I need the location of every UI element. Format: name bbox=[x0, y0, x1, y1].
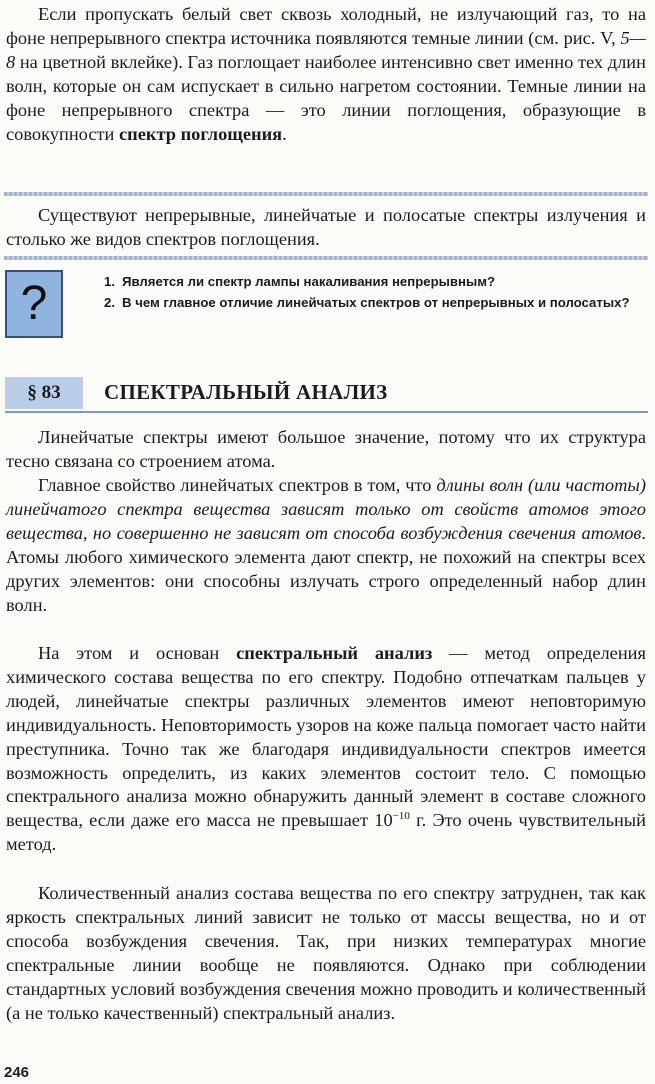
body-p2-text-1: Главное свойство линейчатых спектров в том, что bbox=[38, 475, 437, 495]
section-number-badge: § 83 bbox=[5, 377, 83, 409]
term-absorption-spectrum: спектр поглощения bbox=[118, 123, 283, 144]
body-p2-italic: длины волн (или частоты) линейчатого спектра вещества зависят только от свойств атомов этого вещества, но совершенно не зависят от способа возбуждения свечения атомов bbox=[6, 475, 646, 543]
divider-rule-2 bbox=[4, 256, 648, 260]
section-underline bbox=[5, 411, 648, 413]
divider-rule bbox=[4, 192, 648, 196]
question-text: В чем главное отличие линейчатых спектров от непрерывных и полосатых? bbox=[122, 295, 630, 310]
body-paragraph-1 bbox=[6, 426, 646, 474]
question-item bbox=[104, 292, 642, 313]
summary-text: Существуют непрерывные, линейчатые и полосатые спектры излучения и столько же видов спектров поглощения. bbox=[6, 205, 646, 249]
para1-text-1: Если пропускать белый свет сквозь холодный, не излучающий газ, то на фоне непрерывного спектра источника появляются темные линии (см. рис. V, bbox=[6, 4, 646, 48]
exponent: −10 bbox=[392, 810, 410, 823]
body-p1-text: Линейчатые спектры имеют большое значение, потому что их структура тесно связана со строением атома. bbox=[6, 427, 646, 471]
body-paragraph-4 bbox=[6, 882, 646, 1025]
section-title: СПЕКТРАЛЬНЫЙ АНАЛИЗ bbox=[104, 380, 388, 404]
summary-paragraph bbox=[6, 204, 646, 252]
page-number: 246 bbox=[4, 1064, 30, 1081]
para1-text-2: на цветной вклейке). Газ поглощает наиболее интенсивно свет именно тех длин волн, которые он сам испускает в сильно нагретом состоянии. Темные линии на фоне непрерывного спектра — это линии поглощения, образующие в совокупности bbox=[6, 51, 646, 144]
figure-ref: 5—8 bbox=[6, 27, 646, 72]
body-p3-text-2: — метод определения химического состава вещества по его спектру. Подобно отпечаткам пальцев у людей, линейчатые спектры различных элементов имеют неповторимую индивидуальность. Неповторимость узоров на коже пальца помогает часто найти преступника. Точно так же благодаря индивидуальности спектров имеется возможность определить, из каких элементов состоит тело. С помощью спектрального анализа можно обнаружить данный элемент в составе сложного вещества, если даже его масса не превышает 10 bbox=[6, 643, 646, 831]
body-p3-text-3: г. Это очень чувствительный метод. bbox=[6, 810, 647, 855]
review-questions bbox=[104, 271, 642, 313]
body-paragraph-2 bbox=[6, 474, 646, 617]
body-p4-text: Количественный анализ состава вещества по его спектру затруднен, так как яркость спектральных линий зависит не только от массы вещества, но и от способа возбуждения свечения. Так, при низких температурах многие спектральные линии вообще не появляются. Однако при соблюдении стандартных условий возбуждения свечения можно проводить и количественный (а не только качественный) спектральный анализ. bbox=[6, 883, 646, 1023]
question-number: 2. bbox=[104, 295, 115, 310]
question-box bbox=[5, 270, 63, 338]
para1-end: . bbox=[282, 123, 287, 144]
question-mark-icon: ? bbox=[20, 277, 48, 330]
intro-paragraph-absorption bbox=[6, 3, 646, 146]
body-paragraph-3 bbox=[6, 642, 646, 857]
question-item bbox=[104, 271, 642, 292]
question-text: Является ли спектр лампы накаливания непрерывным? bbox=[122, 274, 496, 289]
term-spectral-analysis: спектральный анализ bbox=[236, 643, 433, 663]
question-number: 1. bbox=[104, 274, 115, 289]
body-p2-text-2: . Атомы любого химического элемента дают спектр, не похожий на спектры всех других элементов: они способны излучать строго определенный набор длин волн. bbox=[6, 522, 646, 615]
body-p3-text-1: На этом и основан bbox=[38, 643, 237, 663]
